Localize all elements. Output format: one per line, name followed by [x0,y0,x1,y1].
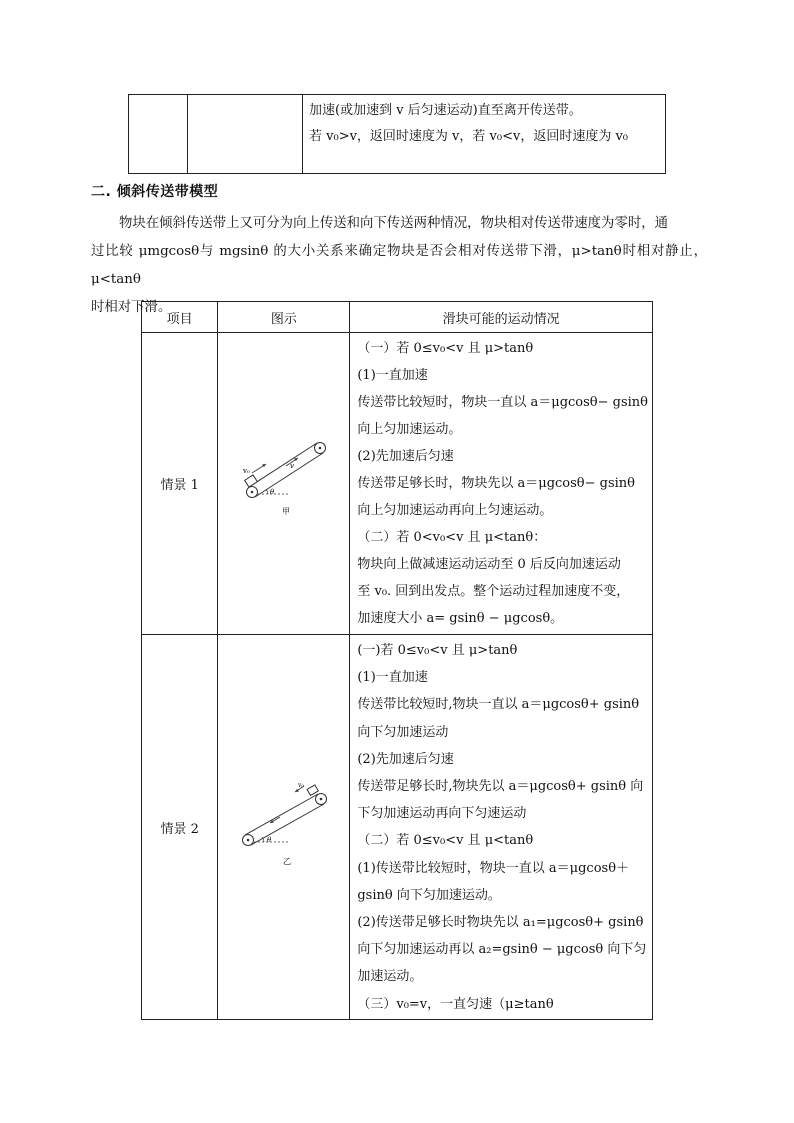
row-label: 情景 2 [142,635,218,1020]
motion-line: (1)一直加速 [357,368,428,383]
label-v0: v₀ [298,782,305,789]
continuation-cell-empty [188,95,303,174]
motion-line: (2)先加速后匀速 [357,751,454,767]
row-label: 情景 1 [142,333,218,635]
belt-up-figure [218,334,349,634]
motion-line: gsinθ 向下匀加速运动。 [357,887,501,903]
figure-caption: 乙 [283,857,292,866]
intro-line: 物块在倾斜传送带上又可分为向上传送和向下传送两种情况，物块相对传送带速度为零时，通 [119,216,669,231]
motion-line: 向下匀加速运动 [357,724,449,740]
motion-line: 加速运动。 [357,969,423,985]
label-angle: θ [267,836,272,844]
label-v0: v₀ [243,466,251,475]
motion-line: 向上匀加速运动再向上匀速运动。 [357,503,553,518]
motion-cell [350,635,653,1020]
text-line: 加速(或加速到 v 后匀速运动)直至离开传送带。 [309,103,582,118]
figure-caption: 甲 [282,506,291,516]
motion-line: (2)先加速后匀速 [357,449,454,464]
belt-top-edge [245,794,318,835]
motion-line: 加速度大小 a= gsinθ − μgcosθ。 [357,611,564,626]
motion-line: （三）v₀=v，一直匀速（μ≥tanθ [357,996,554,1012]
motion-line: 传送带足够长时，物块先以 a＝μgcosθ− gsinθ [357,476,635,491]
belt-down-figure [218,637,349,1017]
table-row [142,333,653,635]
motion-cell [350,333,653,635]
motion-line: 至 v₀. 回到出发点。整个运动过程加速度不变， [357,584,630,599]
block [245,474,258,486]
header-figure: 图示 [218,302,350,333]
continuation-cell-text [303,95,666,174]
motion-line: （二）若 0<v₀<v 且 μ<tanθ： [357,530,547,545]
intro-line: 时相对下滑。 [91,300,172,315]
section-title: 二. 倾斜传送带模型 [91,184,219,200]
text-line: 若 v₀>v，返回时速度为 v，若 v₀<v，返回时速度为 v₀ [309,129,629,144]
header-motion: 滑块可能的运动情况 [350,302,653,333]
motion-line: 传送带比较短时,物块一直以 a＝μgcosθ+ gsinθ [357,697,640,713]
motion-line: 物块向上做减速运动运动至 0 后反向加速运动 [357,557,621,572]
continuation-table [128,94,666,174]
motion-line: (1)传送带比较短时，物块一直以 a＝μgcosθ＋ [357,860,630,876]
motion-line: (2)传送带足够长时物块先以 a₁=μgcosθ+ gsinθ [357,915,644,931]
motion-line: 向下匀加速运动再以 a₂=gsinθ − μgcosθ 向下匀 [357,942,647,958]
table-header-row [142,302,653,333]
block [307,785,318,796]
intro-line: 过比较 μmgcosθ与 mgsinθ 的大小关系来确定物块是否会相对传送带下滑，μ>tanθ时相对静止，μ<tanθ [91,244,707,287]
motion-line: 下匀加速运动再向下匀速运动 [357,806,527,822]
motion-line: (1)一直加速 [357,670,428,686]
motion-line: (一)若 0≤v₀<v 且 μ>tanθ [357,643,518,658]
motion-line: 传送带比较短时，物块一直以 a＝μgcosθ− gsinθ [357,395,648,410]
figure-cell [218,635,350,1020]
motion-line: 传送带足够长时,物块先以 a＝μgcosθ+ gsinθ 向 [357,779,644,795]
belt-bottom-edge [255,453,323,497]
header-item: 项目 [142,302,218,333]
motion-line: （二）若 0≤v₀<v 且 μ<tanθ [357,833,534,849]
motion-line: （一）若 0≤v₀<v 且 μ>tanθ [357,341,534,356]
figure-cell [218,333,350,635]
continuation-cell-empty [129,95,188,174]
belt-top-edge [249,443,317,487]
label-v: v [290,461,295,470]
belt-bottom-edge [251,804,324,845]
label-angle: θ [270,487,275,496]
table-row [142,635,653,1020]
inclined-belt-table [141,301,653,1020]
motion-line: 向上匀加速运动。 [357,422,462,437]
